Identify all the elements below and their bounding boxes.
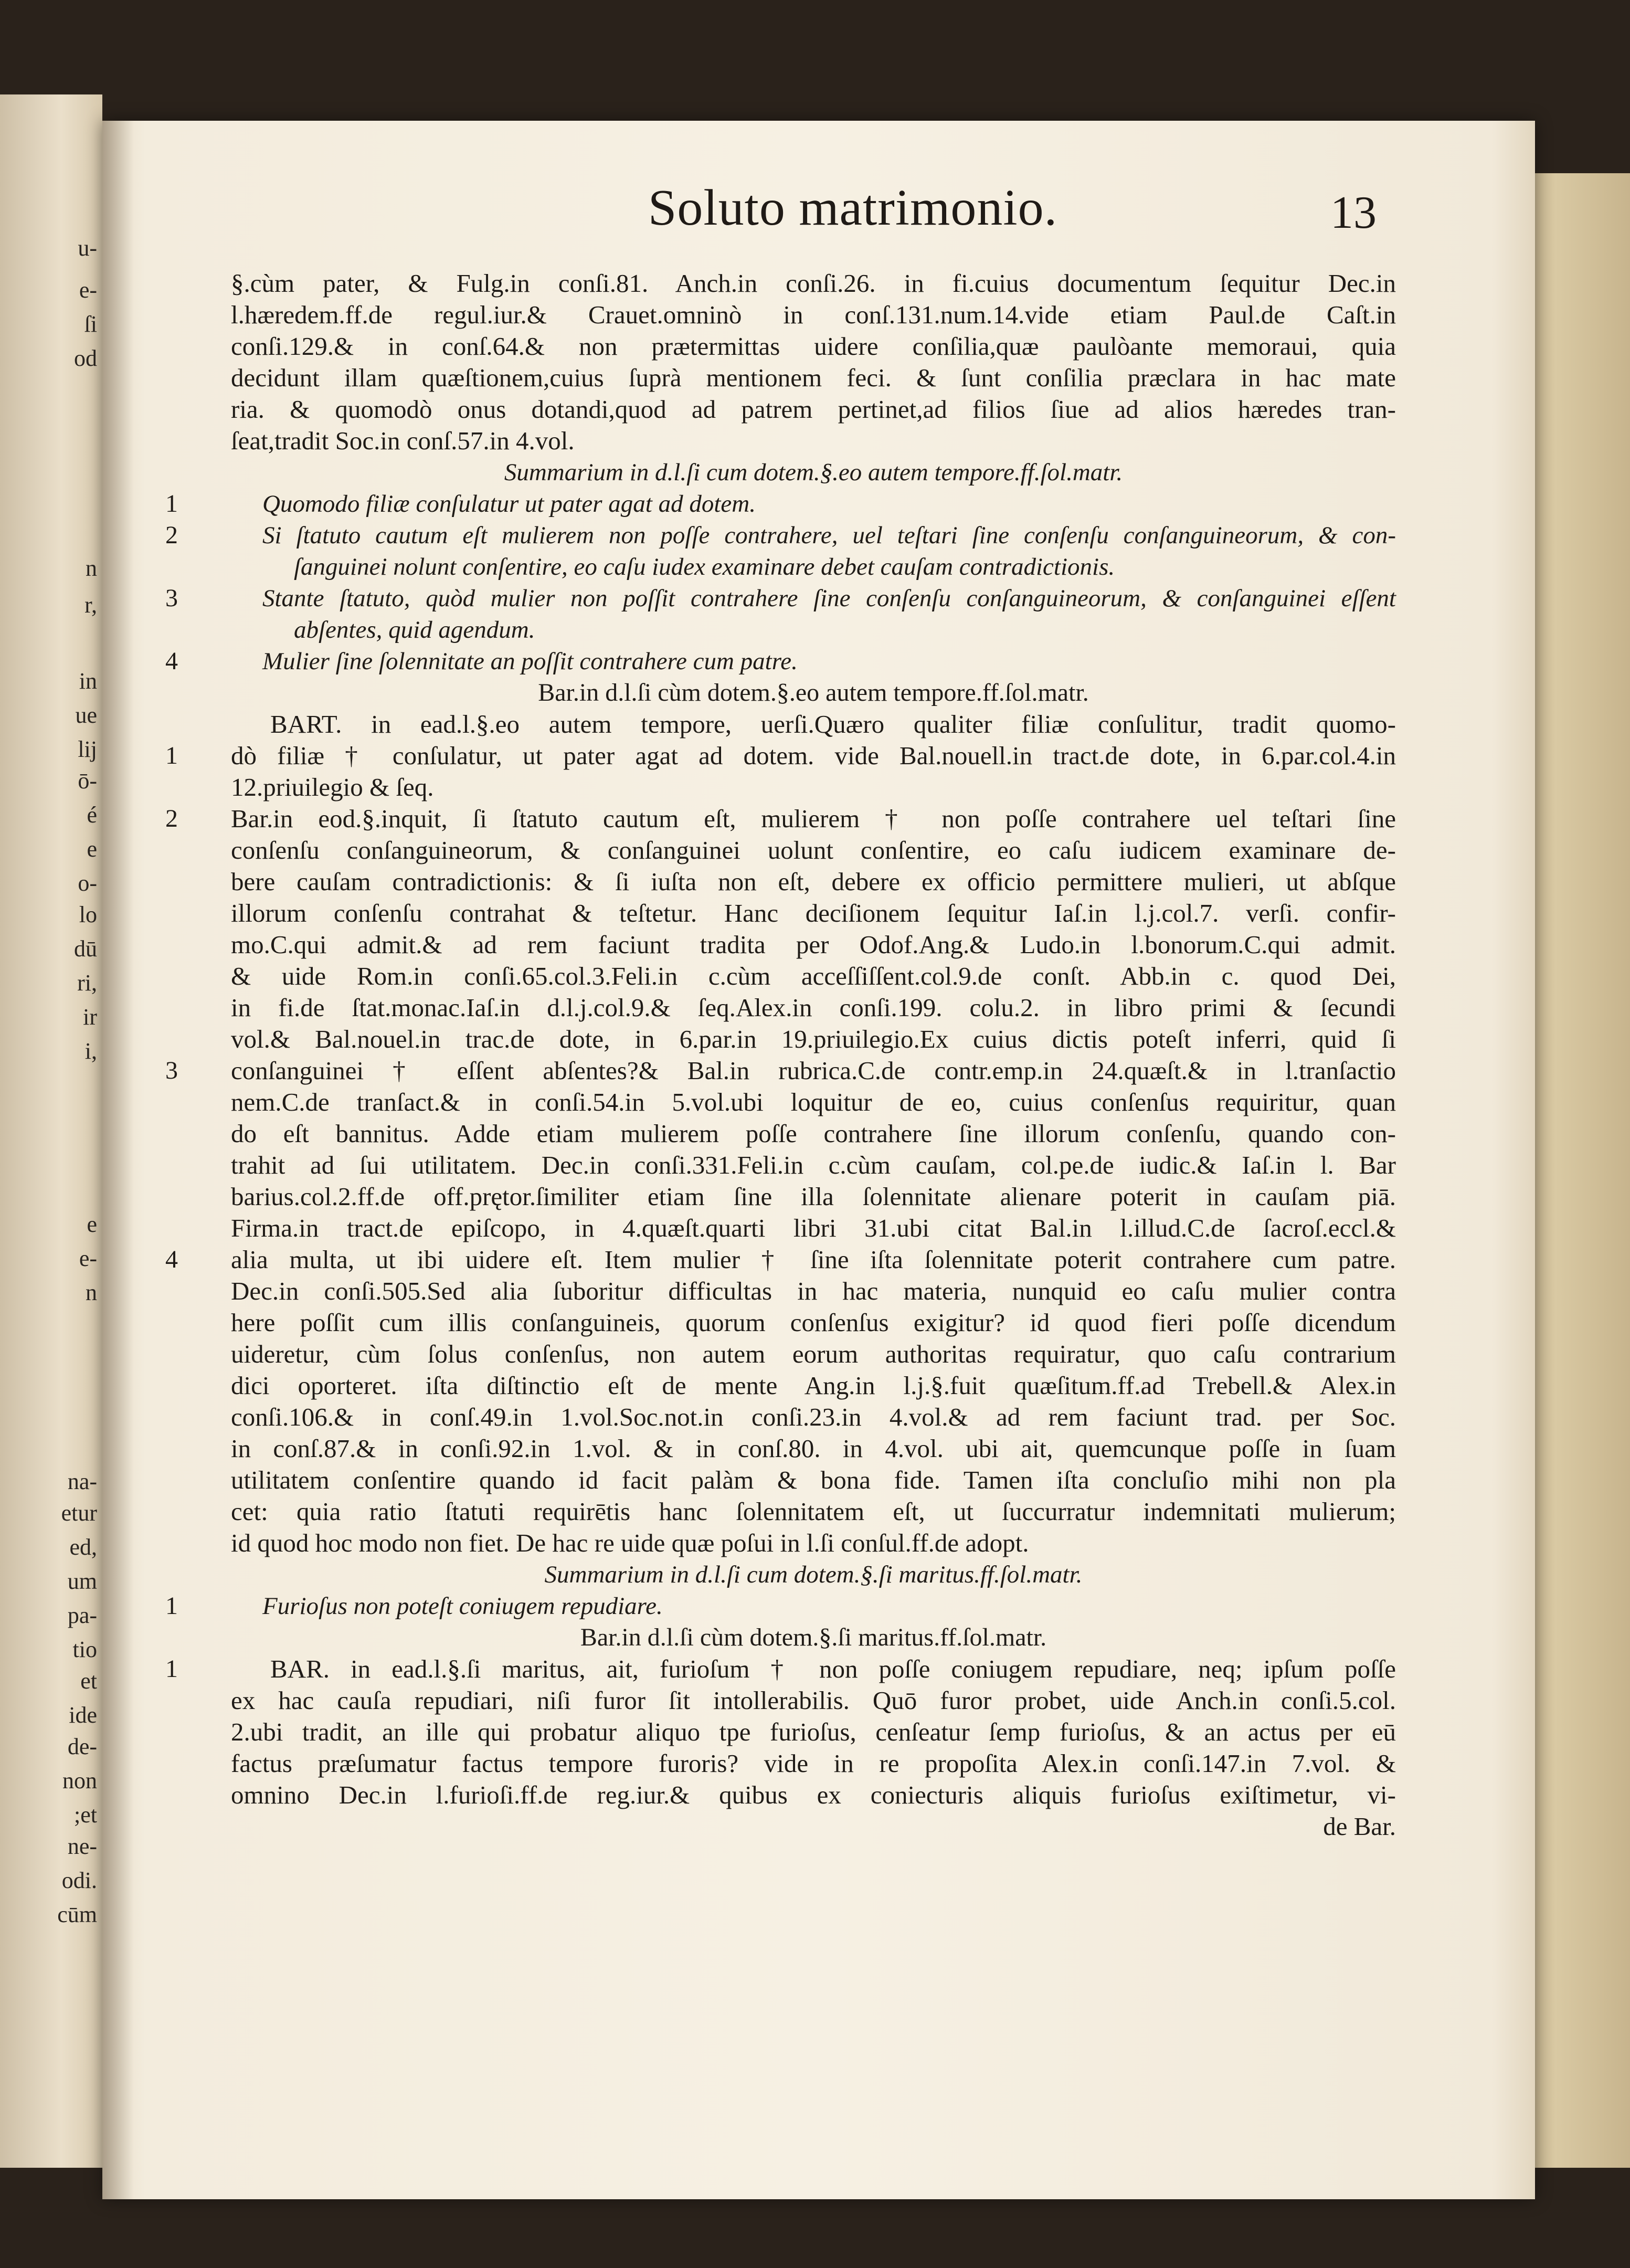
line-text: do eſt bannitus. Adde etiam mulierem poſſe contrahere ſine illorum conſenſu, quando con- xyxy=(231,1119,1396,1148)
page-body-text xyxy=(165,268,1396,1842)
line-text: conſi.129.& in conſ.64.& non prætermittas uidere conſilia,quæ paulòante memoraui, quia xyxy=(231,332,1396,361)
text-line xyxy=(231,1748,1396,1779)
text-line xyxy=(231,772,1396,803)
line-text: mo.C.qui admit.& ad rem faciunt tradita per Odof.Ang.& Ludo.in l.bonorum.C.qui admit. xyxy=(231,930,1396,959)
line-text: abſentes, quid agendum. xyxy=(294,616,535,644)
text-line xyxy=(231,1275,1396,1307)
facing-page-fragment: é xyxy=(87,802,97,828)
line-text: Stante ſtatuto, quòd mulier non poſſit contrahere ſine conſenſu conſanguineorum, & conſanguinei eſſent xyxy=(262,585,1396,612)
facing-page-fragment: ri, xyxy=(77,970,97,996)
margin-note-number: 1 xyxy=(165,742,178,769)
facing-page-text-fragments xyxy=(16,94,100,2168)
line-text: Firma.in tract.de epiſcopo, in 4.quæſt.quarti libri 31.ubi citat Bal.in l.illud.C.de ſacroſ.eccl.& xyxy=(231,1214,1396,1242)
line-text: factus præſumatur factus tempore furoris? vide in re propoſita Alex.in conſi.147.in 7.vol. & xyxy=(231,1749,1396,1778)
line-text: Summarium in d.l.ſi cum dotem.§.eo autem tempore.ff.ſol.matr. xyxy=(504,459,1123,486)
page-number: 13 xyxy=(1330,187,1377,238)
reference-line xyxy=(231,677,1396,709)
facing-page-fragment: non xyxy=(62,1768,97,1794)
line-text: conſi.106.& in conſ.49.in 1.vol.Soc.not.in conſi.23.in 4.vol.& ad rem faciunt trad. per Soc. xyxy=(231,1402,1396,1431)
text-line xyxy=(231,1307,1396,1338)
line-text: utilitatem conſentire quando id facit palàm & bona fide. Tamen iſta concluſio mihi non pla xyxy=(231,1465,1396,1494)
text-line xyxy=(231,835,1396,866)
text-line xyxy=(165,740,1396,772)
line-text: BAR. in ead.l.§.ſi maritus, ait, furioſum † non poſſe coniugem repudiare, neq; ipſum poſſe xyxy=(270,1654,1396,1683)
summary-item xyxy=(165,583,1396,614)
facing-page-fragment: lij xyxy=(78,736,97,762)
text-line xyxy=(231,362,1396,394)
text-line xyxy=(231,268,1396,299)
text-line xyxy=(231,1086,1396,1118)
summary-item xyxy=(165,520,1396,551)
facing-page-fragment: ide xyxy=(69,1702,97,1728)
facing-page-fragment: de- xyxy=(67,1734,97,1759)
line-text: dici oporteret. iſta diſtinctio eſt de mente Ang.in l.j.§.fuit quæſitum.ff.ad Trebell.& Alex.in xyxy=(231,1371,1396,1400)
facing-page-fragment: r, xyxy=(84,592,97,618)
line-text: decidunt illam quæſtionem,cuius ſuprà mentionem feci. & ſunt conſilia præclara in hac mate xyxy=(231,363,1396,392)
line-text: nem.C.de tranſact.& in conſi.54.in 5.vol.ubi loquitur de eo, cuius conſenſus requiritur, quan xyxy=(231,1088,1396,1116)
facing-page-fragment: ;et xyxy=(74,1802,97,1828)
line-text: conſanguinei † eſſent abſentes?& Bal.in rubrica.C.de contr.emp.in 24.quæſt.& in l.tranſactio xyxy=(231,1056,1396,1085)
margin-note-number: 1 xyxy=(165,1655,178,1683)
text-line xyxy=(231,1212,1396,1244)
margin-note-number: 2 xyxy=(165,521,178,549)
facing-page-fragment: n xyxy=(86,1280,97,1305)
text-line xyxy=(231,1811,1396,1842)
line-text: Bar.in d.l.ſi cùm dotem.§.ſi maritus.ff.ſol.matr. xyxy=(580,1623,1047,1651)
line-text: conſenſu conſanguineorum, & conſanguinei uolunt conſentire, eo caſu iudicem examinare de- xyxy=(231,836,1396,864)
summary-item xyxy=(165,488,1396,520)
text-line xyxy=(231,1433,1396,1464)
text-line xyxy=(231,1685,1396,1716)
facing-page-fragment: in xyxy=(79,668,97,694)
line-text: Bar.in eod.§.inquit, ſi ſtatuto cautum eſt, mulierem † non poſſe contrahere uel teſtari ſine xyxy=(231,804,1396,833)
line-text: 2.ubi tradit, an ille qui probatur aliquo tpe furioſus, cenſeatur ſemp furioſus, & an actus per eū xyxy=(231,1717,1396,1746)
text-line xyxy=(231,992,1396,1024)
margin-note-number: 2 xyxy=(165,805,178,832)
text-line xyxy=(231,331,1396,362)
text-line xyxy=(165,1244,1396,1275)
margin-note-number: 1 xyxy=(165,1592,178,1620)
line-text: ria. & quomodò onus dotandi,quod ad patrem pertinet,ad filios ſiue ad alios hæredes tran- xyxy=(231,395,1396,424)
line-text: bere cauſam contradictionis: & ſi iuſta non eſt, debere ex officio permittere mulieri, ut abſque xyxy=(231,867,1396,896)
margin-note-number: 3 xyxy=(165,1057,178,1084)
line-text: Furioſus non poteſt coniugem repudiare. xyxy=(262,1592,663,1620)
facing-page-fragment: ir xyxy=(83,1004,97,1030)
facing-page-fragment: u- xyxy=(78,235,97,261)
line-text: 12.priuilegio & ſeq. xyxy=(231,773,434,801)
facing-page-fragment: um xyxy=(67,1568,97,1594)
line-text: id quod hoc modo non fiet. De hac re uide quæ poſui in l.ſi conſul.ff.de adopt. xyxy=(231,1528,1029,1557)
line-text: l.hæredem.ff.de regul.iur.& Crauet.omninò in conſ.131.num.14.vide etiam Paul.de Caſt.in xyxy=(231,300,1396,329)
text-line xyxy=(231,1149,1396,1181)
gutter-shadow xyxy=(102,121,134,2199)
line-text: Dec.in conſi.505.Sed alia ſuboritur difficultas in hac materia, nunquid eo caſu mulier contra xyxy=(231,1277,1396,1305)
text-line xyxy=(165,1653,1396,1685)
text-line xyxy=(165,803,1396,835)
line-text: ſanguinei nolunt conſentire, eo caſu iudex examinare debet cauſam contradictionis. xyxy=(294,553,1115,581)
line-text: BART. in ead.l.§.eo autem tempore, uerſi.Quæro qualiter filiæ conſulitur, tradit quomo- xyxy=(270,710,1396,739)
line-text: & uide Rom.in conſi.65.col.3.Feli.in c.cùm acceſſiſſent.col.9.de conſt. Abb.in c. quod Dei, xyxy=(231,962,1396,990)
text-line xyxy=(231,425,1396,457)
line-text: alia multa, ut ibi uidere eſt. Item mulier † ſine iſta ſolennitate poterit contrahere cum patre. xyxy=(231,1245,1396,1274)
facing-page-fragment: e xyxy=(87,1211,97,1237)
facing-page-fragment: e- xyxy=(79,1246,97,1271)
facing-page-edge xyxy=(0,94,102,2168)
facing-page-fragment: i, xyxy=(84,1038,97,1064)
line-text: §.cùm pater, & Fulg.in conſi.81. Anch.in conſi.26. in fi.cuius documentum ſequitur Dec.in xyxy=(231,269,1396,298)
facing-page-fragment: na- xyxy=(67,1469,97,1494)
summary-item xyxy=(231,551,1396,583)
line-text: dò filiæ † conſulatur, ut pater agat ad dotem. vide Bal.nouell.in tract.de dote, in 6.par.col.4.in xyxy=(231,741,1396,770)
line-text: omnino Dec.in l.furioſi.ff.de reg.iur.& quibus ex coniecturis aliquis furioſus exiſtimetur, vi- xyxy=(231,1780,1396,1809)
facing-page-fragment: n xyxy=(86,555,97,581)
line-text: Quomodo filiæ conſulatur ut pater agat ad dotem. xyxy=(262,490,756,518)
facing-page-fragment: etur xyxy=(61,1500,97,1526)
facing-page-fragment: ue xyxy=(75,702,97,728)
summary-item xyxy=(165,646,1396,677)
facing-page-fragment: o- xyxy=(78,870,97,896)
text-line xyxy=(231,1464,1396,1496)
text-line xyxy=(231,1401,1396,1433)
text-line xyxy=(231,1716,1396,1748)
facing-page-fragment: od xyxy=(74,345,97,371)
line-text: illorum conſenſu contrahat & teſtetur. Hanc deciſionem ſequitur Iaſ.in l.j.col.7. verſi. confir- xyxy=(231,899,1396,927)
facing-page-fragment: ſi xyxy=(84,311,97,337)
line-text: Mulier ſine ſolennitate an poſſit contrahere cum patre. xyxy=(262,648,798,675)
text-line xyxy=(231,1527,1396,1559)
margin-note-number: 4 xyxy=(165,647,178,675)
line-text: ſeat,tradit Soc.in conſ.57.in 4.vol. xyxy=(231,426,575,455)
text-line xyxy=(231,1181,1396,1212)
line-text: de Bar. xyxy=(1323,1812,1396,1841)
facing-page-fragment: e xyxy=(87,836,97,862)
summary-heading xyxy=(231,457,1396,488)
facing-page-fragment: ō- xyxy=(78,768,97,794)
line-text: Bar.in d.l.ſi cùm dotem.§.eo autem tempore.ff.ſol.matr. xyxy=(538,679,1089,706)
line-text: uideretur, cùm ſolus conſenſus, non autem eorum authoritas requiratur, quo caſu contrarium xyxy=(231,1339,1396,1368)
line-text: cet: quia ratio ſtatuti requirētis hanc ſolennitatem eſt, ut ſuccurratur indemnitati mulierum; xyxy=(231,1497,1396,1526)
reference-line xyxy=(231,1622,1396,1653)
text-line xyxy=(231,898,1396,929)
text-line xyxy=(231,709,1396,740)
line-text: vol.& Bal.nouel.in trac.de dote, in 6.par.in 19.priuilegio.Ex cuius dictis poteſt inferri, quid ſi xyxy=(231,1025,1396,1053)
facing-page-fragment: odi. xyxy=(61,1868,97,1893)
running-title: Soluto matrimonio. xyxy=(648,180,1058,236)
text-line xyxy=(231,866,1396,898)
facing-page-fragment: dū xyxy=(74,936,97,962)
line-text: ex hac cauſa repudiari, niſi furor ſit intollerabilis. Quō furor probet, uide Anch.in conſi.5.col. xyxy=(231,1686,1396,1715)
line-text: in fi.de ſtat.monac.Iaſ.in d.l.j.col.9.& ſeq.Alex.in conſi.199. colu.2. in libro primi & ſecundi xyxy=(231,993,1396,1022)
text-line xyxy=(231,1338,1396,1370)
summary-item xyxy=(231,614,1396,646)
line-text: Si ſtatuto cautum eſt mulierem non poſſe contrahere, uel teſtari ſine conſenſu conſanguineorum, & con- xyxy=(262,522,1396,549)
facing-page-fragment: lo xyxy=(79,902,97,927)
facing-page-fragment: et xyxy=(80,1668,97,1694)
line-text: barius.col.2.ff.de off.prętor.ſimiliter etiam ſine illa ſolennitate alienare poterit in cauſam piā. xyxy=(231,1182,1396,1211)
facing-page-fragment: pa- xyxy=(67,1602,97,1628)
line-text: Summarium in d.l.ſi cum dotem.§.ſi maritus.ff.ſol.matr. xyxy=(544,1561,1083,1588)
line-text: trahit ad ſui utilitatem. Dec.in conſi.331.Feli.in c.cùm cauſam, col.pe.de iudic.& Iaſ.in l. Bar xyxy=(231,1151,1396,1179)
text-line xyxy=(231,1118,1396,1149)
margin-note-number: 1 xyxy=(165,490,178,518)
facing-page-fragment: e- xyxy=(79,277,97,303)
book-page xyxy=(102,121,1535,2199)
text-line xyxy=(231,1370,1396,1401)
text-line xyxy=(231,1024,1396,1055)
facing-page-fragment: cūm xyxy=(57,1902,97,1927)
line-text: in conſ.87.& in conſi.92.in 1.vol. & in conſ.80. in 4.vol. ubi ait, quemcunque poſſe in ſuam xyxy=(231,1434,1396,1463)
line-text: here poſſit cum illis conſanguineis, quorum conſenſus exigitur? id quod fieri poſſe dicendum xyxy=(231,1308,1396,1337)
facing-page-fragment: ne- xyxy=(67,1833,97,1859)
facing-page-fragment: tio xyxy=(72,1637,97,1662)
text-line xyxy=(231,929,1396,961)
summary-item xyxy=(165,1590,1396,1622)
text-line xyxy=(231,961,1396,992)
facing-page-fragment: ed, xyxy=(69,1534,97,1560)
summary-heading xyxy=(231,1559,1396,1590)
text-line xyxy=(231,394,1396,425)
text-line xyxy=(165,1055,1396,1086)
text-line xyxy=(231,299,1396,331)
text-line xyxy=(231,1496,1396,1527)
text-line xyxy=(231,1779,1396,1811)
margin-note-number: 3 xyxy=(165,584,178,612)
margin-note-number: 4 xyxy=(165,1246,178,1273)
